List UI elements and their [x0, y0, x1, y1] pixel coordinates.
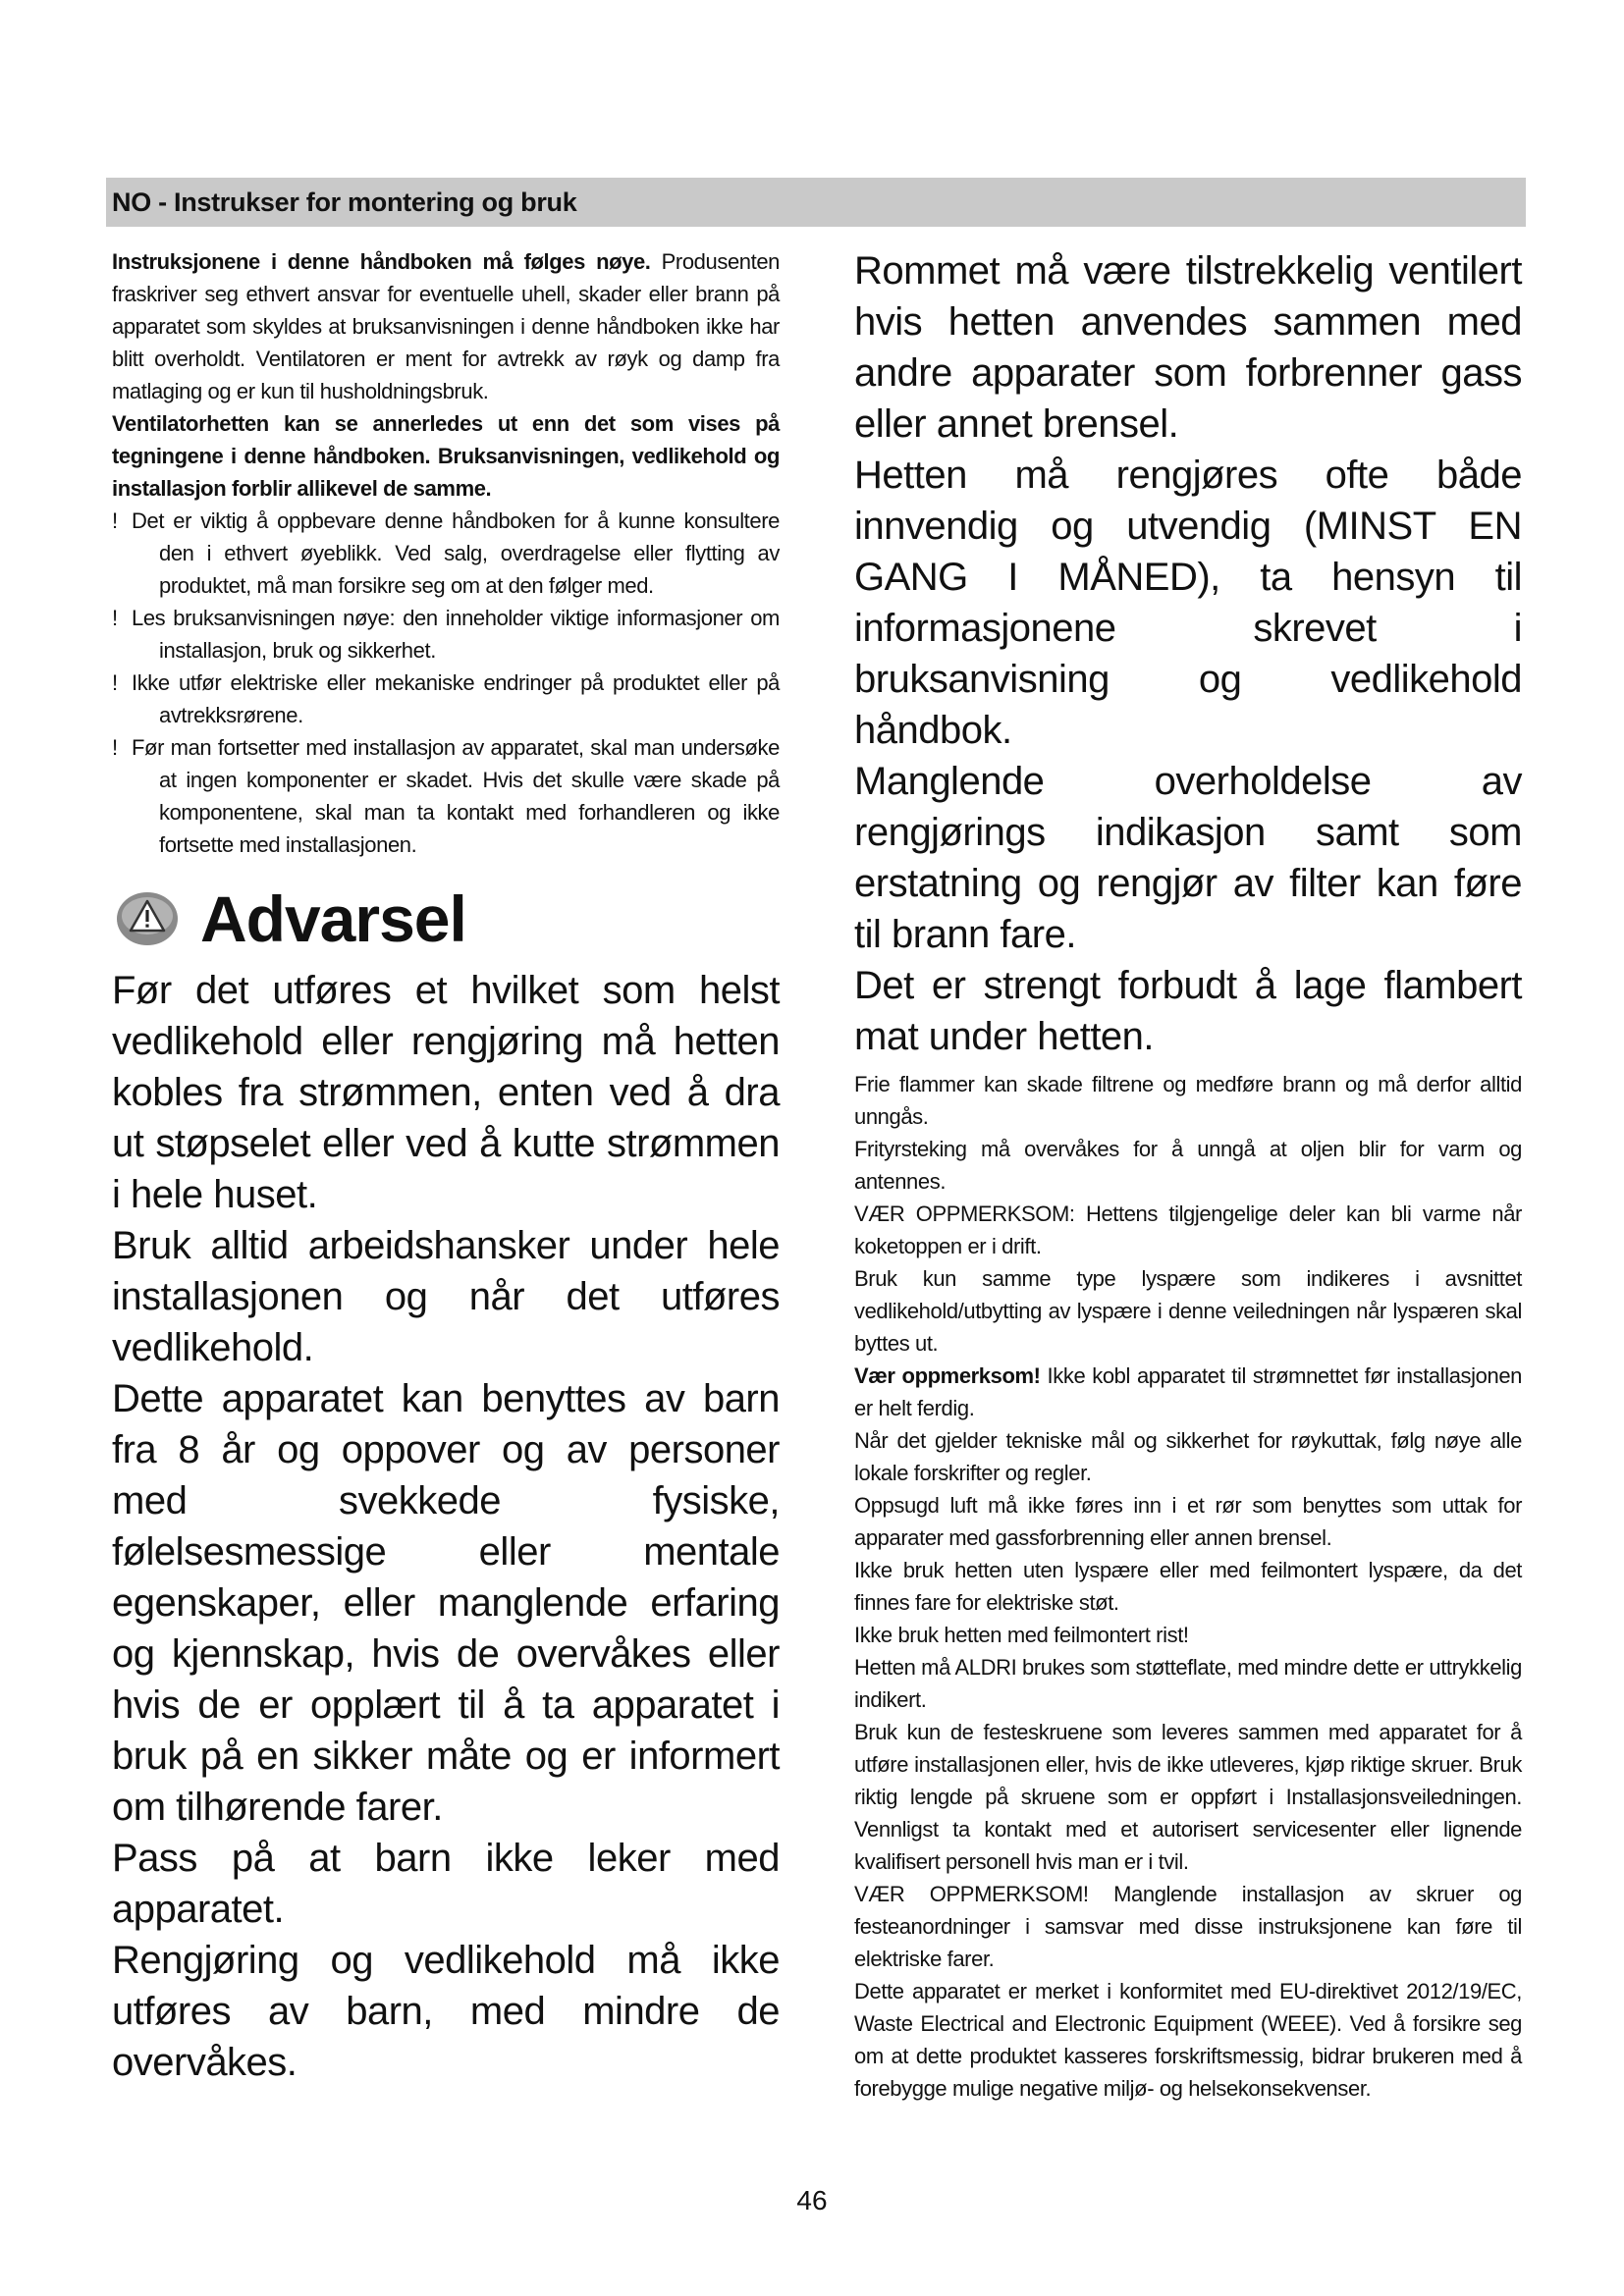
- bullet-item: [112, 667, 780, 731]
- safety-paragraph: [854, 1198, 1522, 1262]
- bullet-text: Les bruksanvisningen nøye: den inneholder viktige informasjoner om installasjon, bruk og sikkerhet.: [132, 606, 780, 663]
- warning-paragraph: Pass på at barn ikke leker med apparatet.: [112, 1837, 780, 1931]
- safety-paragraph-text: Ikke bruk hetten uten lyspære eller med feilmontert lyspære, da det finnes fare for elektriske støt.: [854, 1558, 1522, 1615]
- safety-paragraph-text: Hetten må ALDRI brukes som støtteflate, med mindre dette er uttrykkelig indikert.: [854, 1655, 1522, 1712]
- safety-paragraph-text: Bruk kun samme type lyspære som indikeres i avsnittet vedlikehold/utbytting av lyspære i denne veiledningen når lyspæren skal byttes ut.: [854, 1266, 1522, 1356]
- warning-triangle-icon: [116, 887, 179, 950]
- safety-paragraph: [854, 1878, 1522, 1975]
- safety-paragraph-text: Når det gjelder tekniske mål og sikkerhet for røykuttak, følg nøye alle lokale forskrifter og regler.: [854, 1428, 1522, 1485]
- design-note: Ventilatorhetten kan se annerledes ut enn det som vises på tegningene i denne håndboken. Bruksanvisningen, vedlikehold og installasjon forblir allikevel de samme.: [112, 411, 780, 501]
- bullet-text: Ikke utfør elektriske eller mekaniske endringer på produktet eller på avtrekksrørene.: [132, 670, 780, 727]
- safety-paragraph: [854, 1975, 1522, 2105]
- safety-paragraph: [854, 1360, 1522, 1424]
- safety-paragraph-text: Ikke bruk hetten med feilmontert rist!: [854, 1623, 1189, 1647]
- bullet-mark: !: [112, 508, 118, 533]
- safety-paragraph: [854, 1068, 1522, 1133]
- bullet-mark: !: [112, 735, 118, 760]
- safety-paragraph: [854, 1133, 1522, 1198]
- left-column: [112, 245, 780, 2088]
- intro-text: Produsenten fraskriver seg ethvert ansvar for eventuelle uhell, skader eller brann på apparatet som skyldes at bruksanvisningen i denne håndboken ikke har blitt overholdt. Ventilatoren er ment for avtrekk av røyk og damp fra matlaging og er kun til husholdningsbruk.: [112, 249, 781, 403]
- intro-bold: Instruksjonene i denne håndboken må følges nøye.: [112, 249, 651, 274]
- page-number: 46: [796, 2185, 828, 2216]
- safety-paragraph-text: Dette apparatet er merket i konformitet med EU-direktivet 2012/19/EC, Waste Electrical and Electronic Equipment (WEEE). Ved å forsikre seg om at dette produktet kasseres forskriftsmessig, bidrar brukeren med å forebygge mulige negative miljø- og helsekonsekvenser.: [854, 1979, 1522, 2101]
- bullet-mark: !: [112, 606, 118, 630]
- safety-paragraph-large: Hetten må rengjøres ofte både innvendig og utvendig (MINST EN GANG I MÅNED), ta hensyn til informasjonene skrevet i bruksanvisning og vedlikehold håndbok.: [854, 454, 1522, 752]
- intro-paragraph: [112, 245, 780, 407]
- warning-paragraph: Rengjøring og vedlikehold må ikke utføres av barn, med mindre de overvåkes.: [112, 1939, 780, 2084]
- bullet-text: Det er viktig å oppbevare denne håndboken for å kunne konsultere den i ethvert øyeblikk. Ved salg, overdragelse eller flytting av produktet, må man forsikre seg om at den følger med.: [132, 508, 780, 598]
- safety-paragraph-text: VÆR OPPMERKSOM: Hettens tilgjengelige deler kan bli varme når koketoppen er i drift.: [854, 1201, 1522, 1258]
- safety-paragraph-large: Rommet må være tilstrekkelig ventilert hvis hetten anvendes sammen med andre apparater som forbrenner gass eller annet brensel.: [854, 249, 1522, 446]
- safety-paragraph-large: Manglende overholdelse av rengjørings indikasjon samt som erstatning og rengjør av filter kan føre til brann fare.: [854, 760, 1522, 956]
- bullet-text: Før man fortsetter med installasjon av apparatet, skal man undersøke at ingen komponenter er skadet. Hvis det skulle være skade på komponentene, skal man ta kontakt med forhandleren og ikke fortsette med installasjonen.: [132, 735, 780, 857]
- safety-paragraph: [854, 1619, 1522, 1651]
- safety-paragraph-text: Frityrsteking må overvåkes for å unngå at oljen blir for varm og antennes.: [854, 1137, 1522, 1194]
- safety-paragraph-text: Ikke kobl apparatet til strømnettet før installasjonen er helt ferdig.: [854, 1363, 1522, 1420]
- warning-heading: [112, 882, 780, 955]
- right-column: [854, 245, 1522, 2105]
- safety-paragraph-large: Det er strengt forbudt å lage flambert mat under hetten.: [854, 964, 1522, 1058]
- bullet-mark: !: [112, 670, 118, 695]
- safety-paragraph-text: Bruk kun de festeskruene som leveres sammen med apparatet for å utføre installasjonen eller, hvis de ikke utleveres, kjøp riktige skruer. Bruk riktig lengde på skruene som er oppført i Installasjonsveiledningen. Vennligst ta kontakt med et autorisert servicesenter eller lignende kvalifisert personell hvis man er i tvil.: [854, 1720, 1522, 1874]
- safety-paragraph: [854, 1489, 1522, 1554]
- bullet-item: [112, 731, 780, 861]
- bullet-item: [112, 602, 780, 667]
- safety-paragraph-text: Frie flammer kan skade filtrene og medføre brann og må derfor alltid unngås.: [854, 1072, 1522, 1129]
- warning-paragraph: Dette apparatet kan benyttes av barn fra 8 år og oppover og av personer med svekkede fysiske, følelsesmessige eller mentale egenskaper, eller manglende erfaring og kjennskap, hvis de overvåkes eller hvis de er opplært til å ta apparatet i bruk på en sikker måte og er informert om tilhørende farer.: [112, 1377, 780, 1829]
- safety-paragraph: [854, 1554, 1522, 1619]
- section-header: [106, 178, 1526, 227]
- safety-paragraph-text: VÆR OPPMERKSOM! Manglende installasjon av skruer og festeanordninger i samsvar med disse instruksjonene kan føre til elektriske farer.: [854, 1882, 1522, 1971]
- safety-paragraph: [854, 1716, 1522, 1878]
- warning-paragraph: Bruk alltid arbeidshansker under hele installasjonen og når det utføres vedlikehold.: [112, 1224, 780, 1369]
- safety-paragraph: [854, 1424, 1522, 1489]
- warning-title: Advarsel: [200, 882, 466, 955]
- safety-paragraph: [854, 1262, 1522, 1360]
- bullet-item: [112, 505, 780, 602]
- safety-paragraph-bold: Vær oppmerksom!: [854, 1363, 1041, 1388]
- section-title: NO - Instrukser for montering og bruk: [112, 187, 577, 217]
- safety-paragraph: [854, 1651, 1522, 1716]
- warning-paragraph: Før det utføres et hvilket som helst vedlikehold eller rengjøring må hetten kobles fra strømmen, enten ved å dra ut støpselet eller ved å kutte strømmen i hele huset.: [112, 969, 780, 1216]
- safety-paragraph-text: Oppsugd luft må ikke føres inn i et rør som benyttes som uttak for apparater med gassforbrenning eller annen brensel.: [854, 1493, 1522, 1550]
